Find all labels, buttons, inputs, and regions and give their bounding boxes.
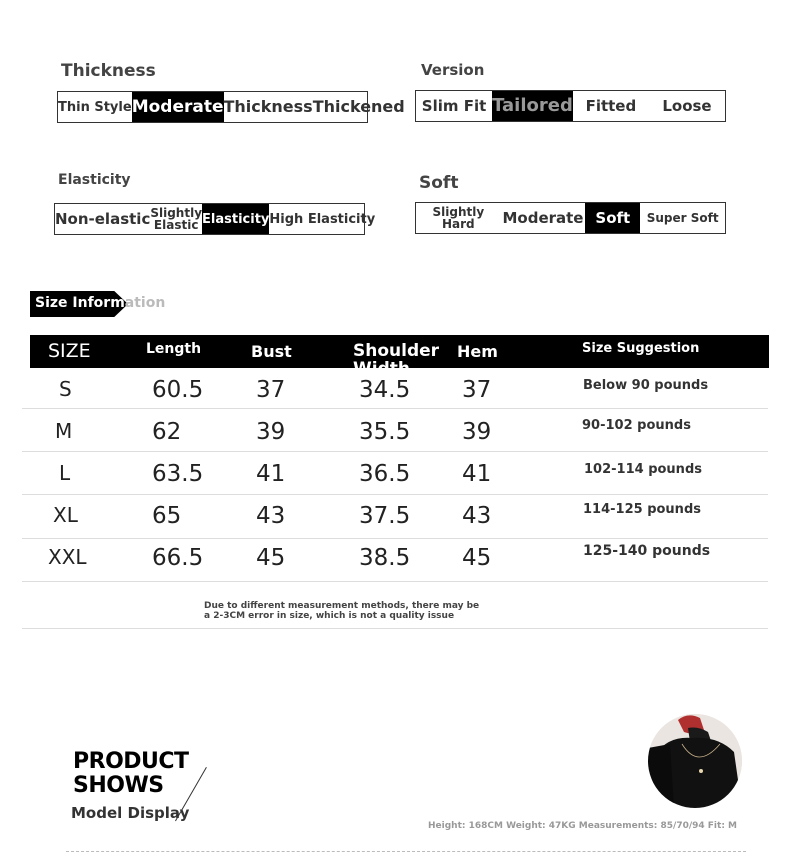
row-m-hem: 39: [462, 419, 492, 445]
row-l-hem: 41: [462, 461, 492, 487]
row-s-shoulder: 34.5: [359, 377, 411, 403]
soft-option-super-soft[interactable]: Super Soft: [646, 211, 719, 225]
thickness-option-thickened[interactable]: Thickened: [312, 97, 405, 116]
row-m-bust: 39: [256, 419, 286, 445]
elasticity-option-high-elasticity[interactable]: High Elasticity: [269, 211, 376, 227]
thickness-option-thickness[interactable]: Thickness: [223, 97, 313, 116]
model-display-subtitle: Model Display: [71, 804, 190, 822]
row-l-bust: 41: [256, 461, 286, 487]
row-s-hem: 37: [462, 377, 492, 403]
model-avatar[interactable]: [648, 714, 742, 808]
row-divider: [22, 494, 768, 495]
row-xxl-hem: 45: [462, 545, 492, 571]
row-m-shoulder: 35.5: [359, 419, 411, 445]
row-m-length: 62: [152, 419, 182, 445]
row-xl-suggestion: 114-125 pounds: [583, 502, 701, 517]
row-divider: [22, 628, 768, 629]
header-length: Length: [146, 341, 202, 357]
row-l-shoulder: 36.5: [359, 461, 411, 487]
product-shows-title: PRODUCT SHOWS: [73, 749, 189, 798]
header-size: SIZE: [48, 340, 91, 362]
soft-option-slightly-hard[interactable]: Slightly Hard: [432, 205, 485, 231]
row-xxl-shoulder: 38.5: [359, 545, 411, 571]
row-xl-length: 65: [152, 503, 182, 529]
row-s-bust: 37: [256, 377, 286, 403]
row-s-size: S: [59, 377, 72, 401]
row-l-suggestion: 102-114 pounds: [584, 462, 702, 477]
row-xxl-bust: 45: [256, 545, 286, 571]
model-photo-icon: [648, 714, 742, 808]
thickness-option-moderate[interactable]: Moderate: [132, 92, 224, 122]
row-divider: [22, 408, 768, 409]
row-divider: [22, 581, 768, 582]
row-l-size: L: [59, 461, 71, 485]
model-measurements: Height: 168CM Weight: 47KG Measurements: 85/70/94 Fit: M: [428, 821, 738, 831]
elasticity-title: Elasticity: [58, 172, 131, 188]
row-m-suggestion: 90-102 pounds: [582, 418, 691, 433]
size-info-label: Size Information: [35, 295, 166, 311]
version-bar: [415, 90, 726, 122]
row-l-length: 63.5: [152, 461, 204, 487]
row-xl-hem: 43: [462, 503, 492, 529]
row-divider: [22, 538, 768, 539]
row-xl-shoulder: 37.5: [359, 503, 411, 529]
header-size-suggestion: Size Suggestion: [582, 341, 700, 356]
header-bust: Bust: [251, 342, 292, 361]
version-option-fitted[interactable]: Fitted: [585, 96, 637, 115]
row-s-length: 60.5: [152, 377, 204, 403]
elasticity-bar: [54, 203, 376, 235]
version-option-slim-fit[interactable]: Slim Fit: [421, 96, 487, 115]
soft-option-soft[interactable]: Soft: [585, 203, 640, 233]
soft-bar: [415, 202, 726, 234]
thickness-option-thin[interactable]: Thin Style: [58, 99, 132, 115]
measurement-note: Due to different measurement methods, there may be a 2-3CM error in size, which is not a quality issue: [204, 601, 480, 621]
row-xxl-size: XXL: [48, 545, 87, 569]
elasticity-option-slightly-elastic[interactable]: Slightly Elastic: [150, 206, 203, 232]
bottom-divider: [66, 851, 746, 852]
row-m-size: M: [55, 419, 73, 443]
row-s-suggestion: Below 90 pounds: [583, 378, 709, 393]
thickness-bar: [57, 91, 405, 123]
thickness-title: Thickness: [61, 61, 156, 81]
version-option-loose[interactable]: Loose: [662, 96, 712, 115]
row-xl-bust: 43: [256, 503, 286, 529]
header-shoulder-width: Shoulder Width: [353, 341, 440, 379]
row-divider: [22, 451, 768, 452]
soft-title: Soft: [419, 173, 459, 193]
version-option-tailored[interactable]: Tailored: [492, 91, 573, 121]
header-hem: Hem: [457, 342, 498, 361]
version-title: Version: [421, 61, 485, 79]
elasticity-option-non-elastic[interactable]: Non-elastic: [55, 209, 151, 228]
row-xl-size: XL: [53, 503, 78, 527]
row-xxl-suggestion: 125-140 pounds: [583, 543, 711, 559]
soft-option-moderate[interactable]: Moderate: [502, 208, 584, 227]
row-xxl-length: 66.5: [152, 545, 204, 571]
elasticity-option-elasticity[interactable]: Elasticity: [202, 204, 269, 234]
